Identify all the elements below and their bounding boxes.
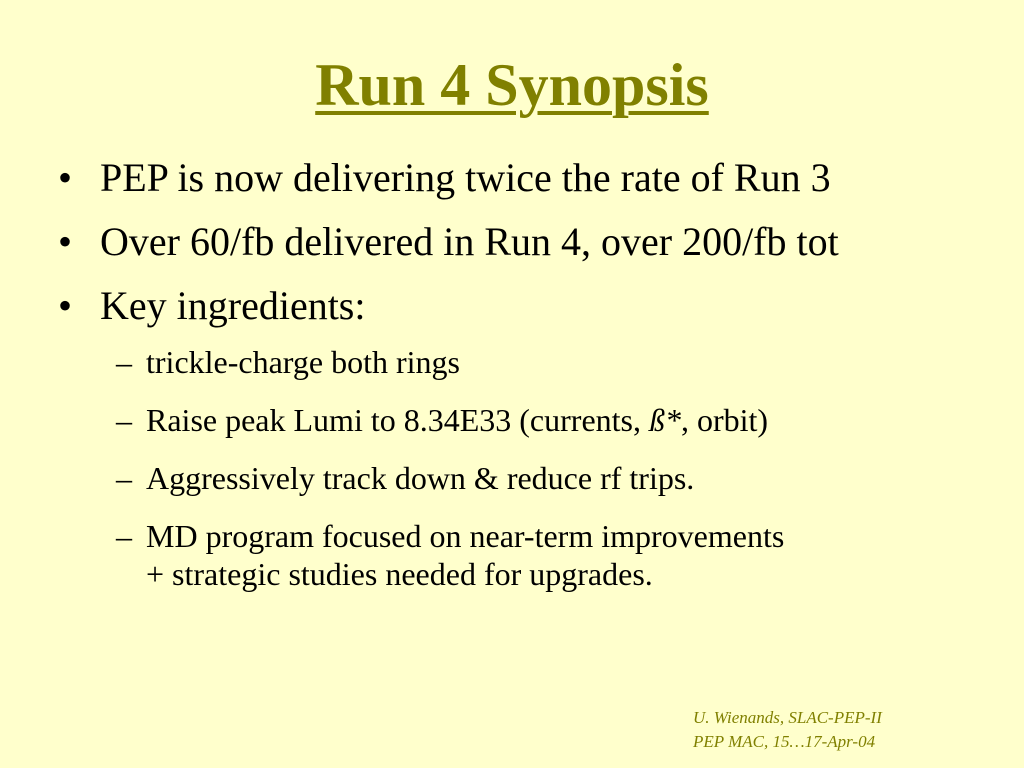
sub-item-text-line2: + strategic studies needed for upgrades.	[146, 556, 653, 592]
bullet-item-delivered	[58, 219, 978, 265]
bullet-list	[58, 155, 978, 613]
sub-item-text: trickle-charge both rings	[146, 344, 460, 380]
sub-item-text-prefix: Raise peak Lumi to 8.34E33 (currents,	[146, 402, 649, 438]
slide-title-text: Run 4 Synopsis	[315, 52, 709, 118]
sub-item-rf-trips	[116, 459, 978, 497]
slide-title	[0, 52, 1024, 118]
bullet-marker: •	[58, 219, 73, 264]
bullet-marker: •	[58, 283, 73, 328]
sub-item-text: Aggressively track down & reduce rf trips.	[146, 460, 695, 496]
bullet-text: Over 60/fb delivered in Run 4, over 200/fb tot	[100, 219, 839, 264]
slide-footer	[693, 706, 882, 754]
sub-marker: –	[116, 518, 132, 554]
bullet-item-ingredients	[58, 283, 978, 329]
bullet-item-rate	[58, 155, 978, 201]
footer-author: U. Wienands, SLAC-PEP-II	[693, 708, 882, 727]
bullet-marker: •	[58, 155, 73, 200]
sub-marker: –	[116, 460, 132, 496]
sub-item-text-suffix: , orbit)	[680, 402, 769, 438]
sub-marker: –	[116, 344, 132, 380]
sub-item-md-program	[116, 517, 978, 593]
sub-item-text-line1: MD program focused on near-term improvements	[146, 518, 785, 554]
bullet-text: Key ingredients:	[100, 283, 366, 328]
bullet-text: PEP is now delivering twice the rate of Run 3	[100, 155, 831, 200]
sub-item-lumi	[116, 401, 978, 439]
footer-event: PEP MAC, 15…17-Apr-04	[693, 732, 876, 751]
beta-star-symbol: ß*	[648, 402, 681, 438]
sub-item-trickle	[116, 343, 978, 381]
sub-marker: –	[116, 402, 132, 438]
